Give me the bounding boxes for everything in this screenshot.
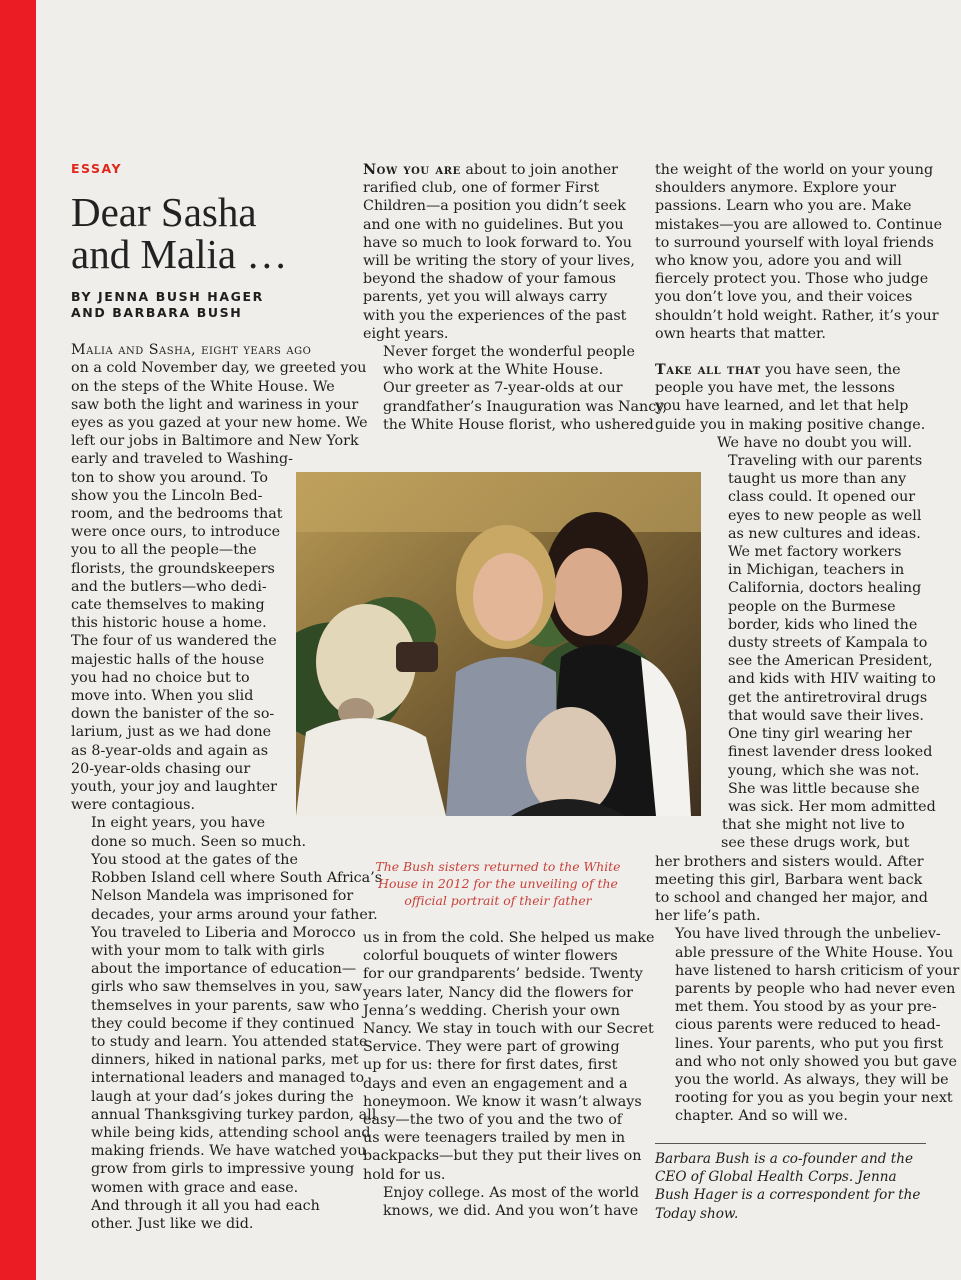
- text-line: you to all the people—the: [71, 542, 257, 559]
- text-line: Service. They were part of growing: [363, 1039, 620, 1056]
- text-line: with you the experiences of the past: [363, 307, 627, 324]
- text-line: class could. It opened our: [728, 489, 916, 506]
- text-line: And through it all you had each: [91, 1197, 320, 1214]
- text-line: about the importance of education—: [91, 961, 357, 978]
- headline-line: Dear Sasha: [71, 189, 257, 236]
- text-line: grow from girls to impressive young: [91, 1161, 355, 1178]
- text-line: parents by people who had never even: [675, 980, 956, 997]
- text-line: up for us: there for first dates, first: [363, 1057, 618, 1074]
- text-line: florists, the groundskeepers: [71, 560, 275, 577]
- text-line: in Michigan, teachers in: [728, 562, 905, 579]
- body-paragraph: [71, 341, 351, 359]
- text-line: The four of us wandered the: [71, 633, 277, 650]
- text-line: ton to show you around. To: [71, 469, 269, 486]
- text-line: us in from the cold. She helped us make: [363, 930, 655, 946]
- text-line: girls who saw themselves in you, saw: [91, 979, 363, 996]
- text-line: We have no doubt you will.: [717, 434, 913, 451]
- body-paragraph: [655, 379, 945, 434]
- text-line: mistakes—you are allowed to. Continue: [655, 216, 943, 233]
- text-line: about to join another: [465, 162, 619, 178]
- text-line: to surround yourself with loyal friends: [655, 234, 934, 251]
- text-line: people you have met, the lessons: [655, 380, 895, 397]
- body-paragraph: [71, 1197, 351, 1233]
- photo-illustration: [296, 472, 701, 816]
- text-line: honeymoon. We know it wasn’t always: [363, 1093, 642, 1110]
- text-line: rarified club, one of former First: [363, 180, 600, 197]
- text-line: In eight years, you have: [91, 815, 266, 832]
- photo-caption: [364, 858, 632, 909]
- body-paragraph: [363, 1184, 645, 1220]
- bio-line: CEO of Global Health Corps. Jenna: [655, 1169, 897, 1186]
- text-line: youth, your joy and laughter: [71, 779, 277, 796]
- body-paragraph: [655, 925, 960, 1125]
- text-line: You stood at the gates of the: [91, 851, 298, 868]
- text-line: the White House florist, who ushered: [383, 416, 654, 433]
- text-line: room, and the bedrooms that: [71, 506, 283, 523]
- text-line: and who not only showed you but gave: [675, 1053, 957, 1070]
- text-line: people on the Burmese: [728, 598, 896, 615]
- text-line: California, doctors healing: [728, 580, 922, 597]
- lead-in: Malia and Sasha, eight years ago: [71, 342, 312, 359]
- text-line: shoulders anymore. Explore your: [655, 180, 897, 197]
- text-line: You traveled to Liberia and Morocco: [91, 924, 356, 941]
- bio-line: Barbara Bush is a co-founder and the: [655, 1151, 914, 1167]
- text-line: years later, Nancy did the flowers for: [363, 984, 633, 1001]
- text-line: meeting this girl, Barbara went back: [655, 871, 923, 888]
- text-line: 20-year-olds chasing our: [71, 760, 251, 777]
- photo: [296, 472, 701, 816]
- lead-in: Now you are: [363, 162, 461, 178]
- text-line: Traveling with our parents: [728, 453, 923, 470]
- text-line: Enjoy college. As most of the world: [383, 1184, 640, 1201]
- text-line: see the American President,: [728, 653, 933, 670]
- text-line: you the world. As always, they will be: [675, 1071, 949, 1088]
- text-line: international leaders and managed to: [91, 1070, 365, 1087]
- text-line: laugh at your dad’s jokes during the: [91, 1088, 354, 1105]
- text-line: on a cold November day, we greeted you: [71, 360, 367, 377]
- text-line: annual Thanksgiving turkey pardon, all: [91, 1106, 377, 1123]
- column-2: [363, 161, 667, 434]
- text-line: eyes as you gazed at your new home. We: [71, 415, 368, 432]
- text-line: decades, your arms around your father.: [91, 906, 378, 923]
- author-bio: [655, 1150, 925, 1223]
- text-line: show you the Lincoln Bed-: [71, 487, 263, 504]
- text-line: early and traveled to Washing-: [71, 451, 293, 468]
- text-line: will be writing the story of your lives,: [363, 253, 635, 270]
- text-line: as 8-year-olds and again as: [71, 742, 269, 759]
- divider-rule: [655, 1143, 926, 1144]
- text-line: Our greeter as 7-year-olds at our: [383, 380, 623, 397]
- body-paragraph: [363, 343, 667, 434]
- bio-line: Bush Hager is a correspondent for the: [655, 1187, 921, 1204]
- text-line: and one with no guidelines. But you: [363, 216, 624, 233]
- text-line: saw both the light and wariness in your: [71, 396, 359, 413]
- text-line: on the steps of the White House. We: [71, 378, 335, 395]
- text-line: they could become if they continued: [91, 1015, 355, 1032]
- caption-line: The Bush sisters returned to the White: [375, 859, 621, 874]
- text-line: knows, we did. And you won’t have: [383, 1203, 639, 1220]
- text-line: themselves in your parents, saw who: [91, 997, 360, 1014]
- text-line: that would save their lives.: [728, 707, 924, 724]
- text-line: see these drugs work, but: [721, 835, 910, 852]
- text-line: were once ours, to introduce: [71, 524, 281, 541]
- text-line: the weight of the world on your young: [655, 162, 934, 178]
- text-line: you had no choice but to: [71, 669, 250, 686]
- text-line: done so much. Seen so much.: [91, 833, 307, 850]
- text-line: Children—a position you didn’t seek: [363, 198, 626, 215]
- text-line: Nelson Mandela was imprisoned for: [91, 888, 354, 905]
- text-line: you have seen, the: [765, 362, 901, 379]
- text-line: and the butlers—who dedi-: [71, 578, 267, 595]
- text-line: days and even an engagement and a: [363, 1075, 628, 1092]
- text-line: beyond the shadow of your famous: [363, 271, 617, 288]
- text-line: backpacks—but they put their lives on: [363, 1148, 642, 1165]
- text-line: She was little because she: [728, 780, 920, 797]
- body-paragraph: [71, 814, 383, 1196]
- text-line: majestic halls of the house: [71, 651, 265, 668]
- section-label: ESSAY: [71, 161, 123, 176]
- text-line: young, which she was not.: [728, 762, 920, 779]
- body-paragraph: [363, 161, 645, 179]
- text-line: left our jobs in Baltimore and New York: [71, 433, 359, 450]
- text-line: One tiny girl wearing her: [728, 726, 912, 743]
- text-line: guide you in making positive change.: [655, 416, 926, 433]
- lead-in: Take all that: [655, 362, 761, 379]
- text-line: dusty streets of Kampala to: [728, 635, 928, 652]
- text-line: larium, just as we had done: [71, 724, 272, 741]
- text-line: was sick. Her mom admitted: [728, 798, 936, 815]
- byline-line: BY JENNA BUSH HAGER: [71, 289, 264, 305]
- byline: [71, 289, 351, 321]
- text-line: cious parents were reduced to head-: [675, 1017, 941, 1034]
- caption-line: official portrait of their father: [404, 893, 592, 908]
- text-line: rooting for you as you begin your next: [675, 1090, 953, 1107]
- bio-line: Today show.: [655, 1205, 739, 1222]
- text-line: as new cultures and ideas.: [728, 525, 921, 542]
- text-line: eight years.: [363, 325, 449, 342]
- text-line: other. Just like we did.: [91, 1215, 254, 1232]
- text-line: Never forget the wonderful people: [383, 344, 636, 361]
- text-line: who know you, adore you and will: [655, 253, 902, 270]
- text-line: border, kids who lined the: [728, 616, 918, 633]
- text-line: chapter. And so will we.: [675, 1108, 848, 1125]
- byline-line: AND BARBARA BUSH: [71, 305, 243, 321]
- text-line: passions. Learn who you are. Make: [655, 198, 912, 215]
- text-line: have listened to harsh criticism of your: [675, 962, 960, 979]
- text-line: this historic house a home.: [71, 615, 267, 632]
- text-line: to school and changed her major, and: [655, 889, 928, 906]
- text-line: her brothers and sisters would. After: [655, 853, 924, 870]
- text-line: own hearts that matter.: [655, 325, 826, 342]
- text-line: have so much to look forward to. You: [363, 234, 632, 251]
- text-line: making friends. We have watched you: [91, 1143, 367, 1160]
- text-line: eyes to new people as well: [728, 507, 922, 524]
- red-edge-bar: [0, 0, 36, 1280]
- text-line: women with grace and ease.: [91, 1179, 299, 1196]
- text-line: finest lavender dress looked: [728, 744, 933, 761]
- text-line: You have lived through the unbeliev-: [675, 926, 941, 943]
- headline: [71, 189, 351, 278]
- headline-line: and Malia …: [71, 231, 288, 278]
- text-line: her life’s path.: [655, 908, 761, 925]
- text-line: easy—the two of you and the two of: [363, 1112, 623, 1129]
- text-line: grandfather’s Inauguration was Nancy,: [383, 398, 667, 415]
- text-line: get the antiretroviral drugs: [728, 689, 928, 706]
- text-line: parents, yet you will always carry: [363, 289, 608, 306]
- text-line: with your mom to talk with girls: [91, 942, 325, 959]
- text-line: dinners, hiked in national parks, met: [91, 1052, 359, 1069]
- text-line: lines. Your parents, who put you first: [675, 1035, 944, 1052]
- text-line: that she might not live to: [722, 817, 905, 834]
- text-line: Nancy. We stay in touch with our Secret: [363, 1021, 654, 1038]
- column-2-lower: [363, 929, 655, 1220]
- body-paragraph: [363, 929, 655, 1184]
- text-line: cate themselves to making: [71, 597, 265, 614]
- text-line: to study and learn. You attended state: [91, 1033, 368, 1050]
- body-paragraph: [655, 161, 945, 343]
- text-line: shouldn’t hold weight. Rather, it’s your: [655, 307, 939, 324]
- text-line: move into. When you slid: [71, 688, 254, 705]
- text-line: us were teenagers trailed by men in: [363, 1130, 626, 1147]
- text-line: you don’t love you, and their voices: [655, 289, 913, 306]
- text-line: who work at the White House.: [383, 362, 604, 379]
- text-line: while being kids, attending school and: [91, 1124, 371, 1141]
- text-line: met them. You stood by as your pre-: [675, 999, 937, 1016]
- body-paragraph: [655, 361, 945, 379]
- text-line: for our grandparents’ bedside. Twenty: [363, 966, 643, 983]
- text-line: and kids with HIV waiting to: [728, 671, 936, 688]
- text-line: down the banister of the so-: [71, 706, 275, 723]
- text-line: We met factory workers: [728, 544, 902, 561]
- text-line: Jenna’s wedding. Cherish your own: [363, 1002, 621, 1019]
- text-line: taught us more than any: [728, 471, 907, 488]
- text-line: fiercely protect you. Those who judge: [655, 271, 929, 288]
- text-line: hold for us.: [363, 1166, 446, 1183]
- text-line: colorful bouquets of winter flowers: [363, 948, 618, 965]
- caption-line: House in 2012 for the unveiling of the: [378, 876, 618, 891]
- text-line: Robben Island cell where South Africa’s: [91, 870, 383, 887]
- text-line: able pressure of the White House. You: [675, 944, 954, 961]
- text-line: you have learned, and let that help: [655, 398, 909, 415]
- text-line: were contagious.: [71, 797, 196, 814]
- body-paragraph: [363, 179, 645, 343]
